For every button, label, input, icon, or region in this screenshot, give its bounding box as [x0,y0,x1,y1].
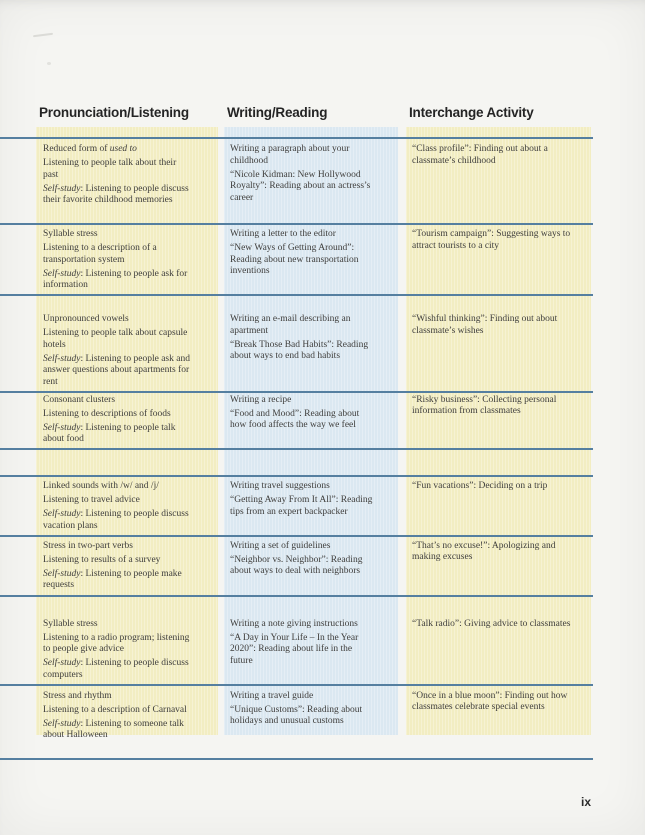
entry-text [230,555,374,578]
cell-interchange-activity [406,686,593,758]
cell-interchange-activity [406,225,593,294]
entry-text [43,158,193,181]
entry-text [43,269,193,292]
entry-text-segment: Listening to people talk about capsule hotels [43,328,188,350]
cell-writing-reading [224,225,398,294]
entry-text-segment: : Listening to people ask and answer questions about apartments for rent [43,353,190,387]
entry-text [43,243,193,266]
entry-text-italic-segment: Self-study [43,509,81,519]
entry-text-segment: : Listening to people discuss their favorite childhood memories [43,183,189,205]
unit-row [0,137,593,223]
cell-interchange-activity [406,296,593,391]
cell-pronunciation-listening [36,477,218,535]
entry-text-segment: “Tourism campaign”: Suggesting ways to attract tourists to a city [412,229,571,251]
unit-row [0,391,593,449]
entry-text [43,184,193,207]
entry-text-segment: : Listening to people make requests [43,568,182,590]
entry-text-segment: : Listening to people discuss computers [43,658,189,680]
entry-text [43,509,193,532]
entry-text-segment: “Unique Customs”: Reading about holidays and unusual customs [230,704,363,726]
cell-interchange-activity [406,597,593,684]
cell-writing-reading [224,393,398,449]
entry-text-segment: Listening to a radio program; listening to people give advice [43,632,190,654]
entry-text [230,229,374,241]
entry-text [43,328,193,351]
cell-writing-reading [224,477,398,535]
entry-text [43,409,193,421]
entry-text-segment: Consonant clusters [43,394,116,405]
entry-text-segment: Listening to a description of Carnaval [43,704,187,715]
entry-text-segment: Writing a note giving instructions [230,618,358,629]
scan-artifact-speck [47,62,51,65]
entry-text [412,691,573,714]
entry-text-segment: Listening to travel advice [43,495,140,505]
cell-pronunciation-listening [36,393,218,449]
entry-text [43,658,193,681]
cell-interchange-activity [406,393,593,449]
unit-row [0,595,593,684]
cell-writing-reading [224,537,398,595]
entry-text [230,495,374,518]
entry-text-segment: Listening to results of a survey [43,554,161,565]
entry-text [43,691,193,703]
unit-row [0,294,593,391]
entry-text [43,495,193,507]
entry-text-italic-segment: Self-study [43,658,81,668]
entry-text-segment: Writing a travel guide [230,690,314,701]
entry-text-segment: : Listening to someone talk about Halloween [43,718,184,740]
entry-text [230,395,374,407]
entry-text-segment: Listening to people talk about their past [43,158,177,180]
entry-text-segment: Listening to descriptions of foods [43,408,171,419]
entry-text-segment: Unpronounced vowels [43,314,129,324]
cell-pronunciation-listening [36,296,218,391]
scan-artifact-dash [33,33,53,37]
entry-text-segment: Stress and rhythm [43,690,112,701]
cell-interchange-activity [406,139,593,223]
entry-text-segment: : Listening to people ask for information [43,268,188,290]
entry-text-segment: Writing a paragraph about your childhood [230,144,350,166]
entry-text [230,243,374,278]
entry-text [43,619,193,631]
units-table [0,137,593,760]
entry-text [43,144,193,156]
entry-text-segment: Syllable stress [43,229,98,239]
entry-text [43,705,193,717]
unit-row [0,223,593,294]
column-header-interchange-activity: Interchange Activity [409,105,534,120]
entry-text [43,555,193,567]
page-number: ix [580,795,591,809]
entry-text [230,144,374,167]
entry-text-segment: “Neighbor vs. Neighbor”: Reading about ways to deal with neighbors [230,554,363,576]
entry-text [412,395,573,418]
entry-text [412,481,573,493]
entry-text-segment: Syllable stress [43,618,98,629]
entry-text-segment: “Food and Mood”: Reading about how food affects the way we feel [230,408,360,430]
cell-writing-reading [224,296,398,391]
entry-text [230,314,374,337]
entry-text-italic-segment: Self-study [43,268,81,279]
entry-text-italic-segment: Self-study [43,183,81,194]
entry-text-segment: “Talk radio”: Giving advice to classmates [412,618,571,629]
entry-text-segment: Listening to a description of a transportation system [43,243,157,265]
entry-text-segment: Writing a recipe [230,394,292,405]
entry-text-segment: “Getting Away From It All”: Reading tips from an expert backpacker [230,495,373,517]
entry-text-segment: “New Ways of Getting Around”: Reading about new transportation inventions [230,243,359,276]
entry-text-segment: Writing an e-mail describing an apartment [230,314,351,336]
entry-text [43,569,193,592]
entry-text [230,705,374,728]
entry-text-segment: “That’s no excuse!”: Apologizing and making excuses [412,540,556,562]
entry-text-segment: Writing travel suggestions [230,481,330,491]
column-header-writing-reading: Writing/Reading [227,105,328,120]
unit-row [0,475,593,535]
entry-text-segment: : Listening to people discuss vacation plans [43,509,189,531]
entry-text-segment: “A Day in Your Life – In the Year 2020”: Reading about life in the future [230,632,359,666]
entry-text-segment: Reduced form of [43,144,110,154]
entry-text-italic-segment: Self-study [43,353,81,364]
entry-text-segment: “Risky business”: Collecting personal information from classmates [412,394,557,416]
entry-text [43,354,193,389]
entry-text-segment: Stress in two-part verbs [43,540,133,551]
entry-text-segment: “Nicole Kidman: New Hollywood Royalty”: Reading about an actress’s career [230,169,371,203]
entry-text-segment: “Break Those Bad Habits”: Reading about ways to end bad habits [230,339,369,361]
cell-writing-reading [224,686,398,758]
entry-text [43,633,193,656]
entry-text-italic-segment: Self-study [43,422,81,433]
entry-text [412,541,573,564]
entry-text [43,541,193,553]
cell-pronunciation-listening [36,597,218,684]
entry-text [43,314,193,326]
entry-text-segment: “Fun vacations”: Deciding on a trip [412,481,548,491]
cell-interchange-activity [406,477,593,535]
entry-text [412,314,573,337]
cell-pronunciation-listening [36,225,218,294]
entry-text [230,170,374,205]
entry-text-segment: Writing a set of guidelines [230,540,331,551]
cell-writing-reading [224,597,398,684]
column-header-pronunciation-listening: Pronunciation/Listening [39,105,189,120]
unit-row [0,535,593,595]
unit-row [0,684,593,760]
entry-text-segment: : Listening to people talk about food [43,422,176,444]
entry-text [230,633,374,668]
entry-text-segment: Linked sounds with /w/ and /j/ [43,481,159,491]
entry-text [230,691,374,703]
entry-text [43,719,193,742]
cell-pronunciation-listening [36,537,218,595]
entry-text [43,481,193,493]
entry-text [412,229,573,252]
entry-text [230,481,374,493]
cell-pronunciation-listening [36,139,218,223]
entry-text-segment: “Once in a blue moon”: Finding out how classmates celebrate special events [412,690,568,712]
entry-text [43,423,193,446]
entry-text-italic-segment: Self-study [43,718,81,729]
entry-text-segment: “Wishful thinking”: Finding out about classmate’s wishes [412,314,558,336]
entry-text [43,229,193,241]
entry-text-segment: “Class profile”: Finding out about a classmate’s childhood [412,144,548,166]
entry-text [230,619,374,631]
entry-text [230,541,374,553]
cell-interchange-activity [406,537,593,595]
spacer-band [0,448,593,475]
entry-text-italic-segment: used to [109,144,137,154]
table-header-row [0,104,593,121]
entry-text [230,340,374,363]
entry-text [230,409,374,432]
entry-text-italic-segment: Self-study [43,568,81,579]
entry-text [412,144,573,167]
entry-text [43,395,193,407]
entry-text-segment: Writing a letter to the editor [230,229,336,239]
cell-pronunciation-listening [36,686,218,758]
cell-writing-reading [224,139,398,223]
entry-text [412,619,573,631]
